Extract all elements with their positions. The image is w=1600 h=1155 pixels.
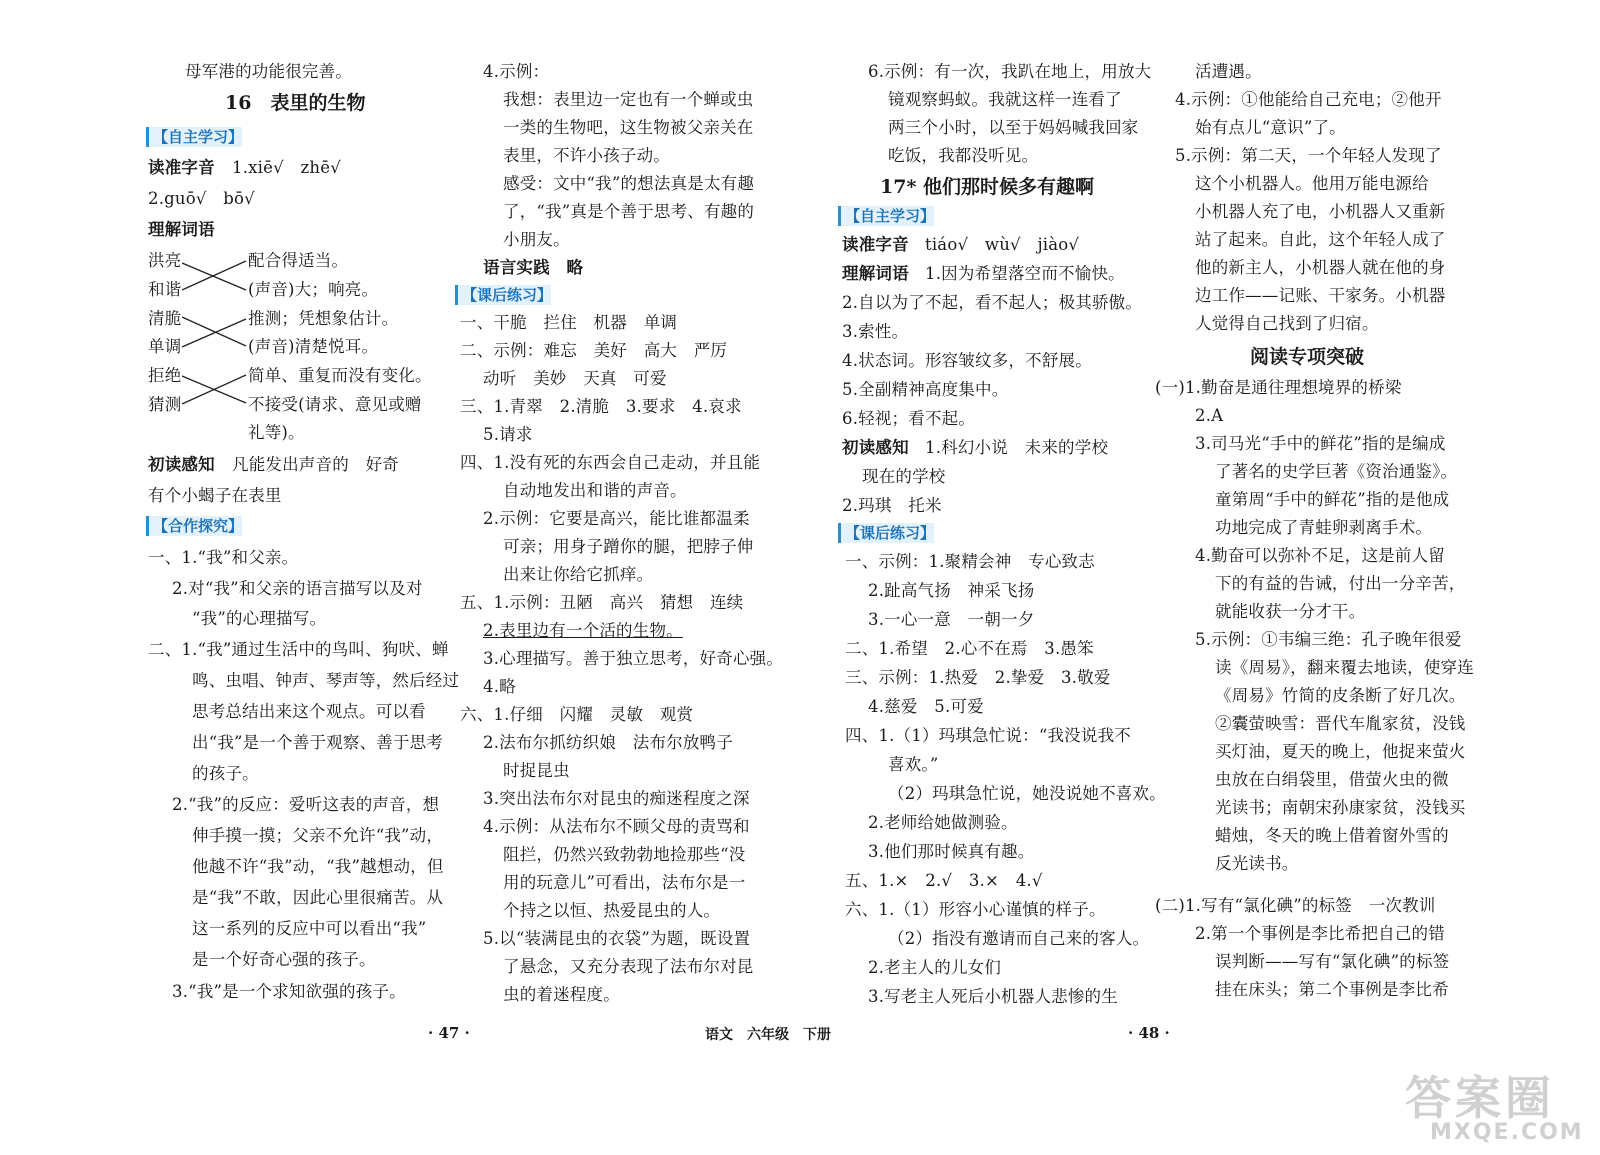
answer-line: 了悬念，又充分表现了法布尔对昆	[503, 957, 754, 976]
answer-line: 我想：表里边一定也有一个蝉或虫	[503, 90, 754, 109]
answer-line: 二、示例：难忘 美好 高大 严厉	[460, 341, 728, 360]
answer-line: 童第周“手中的鲜花”指的是他成	[1215, 490, 1450, 509]
match-left-word: 单调	[148, 337, 182, 356]
answer-line: 功地完成了青蛙卵剥离手术。	[1215, 518, 1433, 537]
label-vocabulary: 理解词语	[148, 220, 215, 239]
answer-line: 喜欢。”	[888, 755, 939, 774]
answer-line: 3.心理描写。善于独立思考，好奇心强。	[483, 649, 784, 668]
answer-line: 站了起来。自此，这个年轻人成了	[1195, 230, 1446, 249]
answer-line: 3.一心一意 一朝一夕	[868, 610, 1035, 629]
answer-line: tiáo√ wù√ jiào√	[925, 235, 1080, 254]
language-practice: 语言实践 略	[483, 258, 584, 277]
answer-line: 他越不许“我”动，“我”越想动，但	[192, 857, 444, 876]
answer-line: 虫的着迷程度。	[503, 985, 620, 1004]
answer-line: 边工作——记账、干家务。小机器	[1195, 286, 1446, 305]
answer-line: 阻拦，仍然兴致勃勃地捡那些“没	[503, 845, 746, 864]
answer-line: 5.示例：第二天，一个年轻人发现了	[1175, 146, 1442, 165]
answer-line: 的孩子。	[192, 764, 259, 783]
answer-line: 2.玛琪 托米	[842, 496, 942, 515]
page-number-right: · 48 ·	[1128, 1024, 1170, 1042]
answer-line: (一)1.勤奋是通往理想境界的桥梁	[1155, 378, 1402, 397]
answer-line: 个持之以恒、热爱昆虫的人。	[503, 901, 721, 920]
label-vocabulary: 理解词语	[842, 264, 909, 283]
answer-line: 四、1.（1）玛琪急忙说：“我没说我不	[845, 726, 1131, 745]
answer-line: 现在的学校	[862, 467, 946, 486]
lesson-title: 16 表里的生物	[225, 92, 366, 114]
label-first-reading: 初读感知	[148, 455, 215, 474]
answer-line: 始有点儿“意识”了。	[1195, 118, 1346, 137]
answer-line: 1.科幻小说 未来的学校	[925, 438, 1109, 457]
answer-line: 六、1.仔细 闪耀 灵敏 观赏	[460, 705, 694, 724]
answer-line: 2.示例：它要是高兴，能比谁都温柔	[483, 509, 750, 528]
answer-line: 3.突出法布尔对昆虫的痴迷程度之深	[483, 789, 750, 808]
answer-line: 动听 美妙 天真 可爱	[483, 369, 667, 388]
answer-line: 吃饭，我都没听见。	[888, 146, 1039, 165]
answer-line: 挂在床头；第二个事例是李比希	[1215, 980, 1449, 999]
answer-line: 小机器人充了电，小机器人又重新	[1195, 202, 1446, 221]
answer-line: 1.因为希望落空而不愉快。	[925, 264, 1125, 283]
answer-line: 他的新主人，小机器人就在他的身	[1195, 258, 1446, 277]
answer-line: 1.xiē√ zhē√	[232, 158, 341, 177]
answer-line: 4.示例：从法布尔不顾父母的责骂和	[483, 817, 750, 836]
section-header-cooperative: 【合作探究】	[146, 516, 242, 536]
answer-line: 是“我”不敢，因此心里很痛苦。从	[192, 888, 444, 907]
watermark-logo: 答案圈	[1405, 1071, 1555, 1125]
answer-line: 鸣、虫唱、钟声、琴声等，然后经过	[192, 671, 460, 690]
answer-line: 2.老主人的儿女们	[868, 958, 1002, 977]
answer-line: 可亲；用身子蹭你的腿，把脖子伸	[503, 537, 754, 556]
answer-line: 感受：文中“我”的想法真是太有趣	[503, 174, 755, 193]
answer-line: 2.趾高气扬 神采飞扬	[868, 581, 1035, 600]
match-right-definition: (声音)清楚悦耳。	[248, 337, 379, 356]
section-header-self-study: 【自主学习】	[146, 127, 242, 147]
answer-line: 2.“我”的反应：爱听这表的声音，想	[172, 795, 440, 814]
answer-line: 误判断——写有“氯化碘”的标签	[1215, 952, 1450, 971]
answer-line: 反光读书。	[1215, 854, 1299, 873]
answer-line: 3.写老主人死后小机器人悲惨的生	[868, 987, 1118, 1006]
answer-line: 2.第一个事例是李比希把自己的错	[1195, 924, 1445, 943]
answer-line: 3.“我”是一个求知欲强的孩子。	[172, 982, 406, 1001]
answer-line: 4.略	[483, 677, 516, 696]
answer-line: 表里，不许小孩子动。	[503, 146, 670, 165]
match-right-definition: 不接受(请求、意见或赠	[248, 395, 422, 414]
answer-line: 下的有益的告诫，付出一分辛苦，	[1215, 574, 1466, 593]
answer-line: 5.请求	[483, 425, 533, 444]
answer-line: 3.司马光“手中的鲜花”指的是编成	[1195, 434, 1446, 453]
matching-lines	[182, 255, 252, 410]
answer-line-underlined: 2.表里边有一个活的生物。	[483, 621, 683, 640]
answer-line: 2.A	[1195, 406, 1224, 425]
answer-line: 5.全副精神高度集中。	[842, 380, 1009, 399]
answer-line: (二)1.写有“氯化碘”的标签 一次教训	[1155, 896, 1436, 915]
footer-book-label: 语文 六年级 下册	[705, 1027, 831, 1043]
answer-line: 时捉昆虫	[503, 761, 570, 780]
answer-line: 《周易》竹简的皮条断了好几次。	[1215, 686, 1466, 705]
answer-line: 出“我”是一个善于观察、善于思考	[192, 733, 444, 752]
match-line-3	[182, 317, 246, 346]
label-pronunciation: 读准字音	[148, 158, 215, 177]
answer-line: 一、示例：1.聚精会神 专心致志	[845, 552, 1095, 571]
answer-line: 人觉得自己找到了归宿。	[1195, 314, 1379, 333]
match-left-word: 猜测	[148, 395, 182, 414]
match-line-4	[182, 319, 246, 347]
match-left-word: 拒绝	[148, 366, 182, 385]
answer-line: 一、干脆 拦住 机器 单调	[460, 313, 678, 332]
match-right-definition: 推测；凭想象估计。	[248, 309, 399, 328]
reading-section-title: 阅读专项突破	[1250, 346, 1365, 368]
answer-line: 5.以“装满昆虫的衣袋”为题，既设置	[483, 929, 751, 948]
answer-line: 是一个好奇心强的孩子。	[192, 950, 376, 969]
answer-line: 二、1.希望 2.心不在焉 3.愚笨	[845, 639, 1094, 658]
label-pronunciation: 读准字音	[842, 235, 909, 254]
answer-line: 母军港的功能很完善。	[185, 62, 352, 81]
answer-line: 6.轻视；看不起。	[842, 409, 976, 428]
answer-line: 3.他们那时候真有趣。	[868, 842, 1035, 861]
answer-line: 四、1.没有死的东西会自己走动，并且能	[460, 453, 761, 472]
answer-line: 五、1.× 2.√ 3.× 4.√	[845, 871, 1043, 890]
answer-line: 了，“我”真是个善于思考、有趣的	[503, 202, 755, 221]
answer-line: 2.自以为了不起，看不起人；极其骄傲。	[842, 293, 1143, 312]
answer-line: 这个小机器人。他用万能电源给	[1195, 174, 1429, 193]
answer-line: 有个小蝎子在表里	[148, 486, 282, 505]
answer-line: 4.示例：①他能给自己充电；②他开	[1175, 90, 1442, 109]
section-header-after-class: 【课后练习】	[455, 285, 551, 305]
answer-line: 读《周易》，翻来覆去地读，使穿连	[1215, 658, 1474, 677]
answer-line: “我”的心理描写。	[192, 609, 327, 628]
answer-line: 4.勤奋可以弥补不足，这是前人留	[1195, 546, 1445, 565]
answer-line: 4.状态词。形容皱纹多，不舒展。	[842, 351, 1092, 370]
answer-line: 5.示例：①韦编三绝：孔子晚年很爱	[1195, 630, 1462, 649]
answer-line: 两三个小时，以至于妈妈喊我回家	[888, 118, 1139, 137]
answer-line: 三、示例：1.热爱 2.挚爱 3.敬爱	[845, 668, 1111, 687]
match-left-word: 和谐	[148, 280, 182, 299]
answer-line: 用的玩意儿”可看出，法布尔是一	[503, 873, 746, 892]
answer-line: 这一系列的反应中可以看出“我”	[192, 919, 427, 938]
answer-line: 2.guō√ bō√	[148, 189, 255, 208]
answer-line: 虫放在白绢袋里，借萤火虫的微	[1215, 770, 1449, 789]
match-left-word: 清脆	[148, 309, 182, 328]
match-right-definition: 配合得适当。	[248, 251, 349, 270]
answer-line: 出来让你给它抓痒。	[503, 565, 654, 584]
answer-line: 3.索性。	[842, 322, 909, 341]
watermark-url: MXQE.COM	[1430, 1120, 1584, 1145]
answer-line: 就能收获一分才干。	[1215, 602, 1366, 621]
answer-line: 4.慈爱 5.可爱	[868, 697, 984, 716]
answer-line: 光读书；南朝宋孙康家贫，没钱买	[1215, 798, 1466, 817]
answer-line: 三、1.青翠 2.清脆 3.要求 4.哀求	[460, 397, 742, 416]
answer-line: 二、1.“我”通过生活中的鸟叫、狗吠、蝉	[148, 640, 449, 659]
answer-line: 小朋友。	[503, 230, 570, 249]
section-header-after-class: 【课后练习】	[838, 523, 934, 543]
match-left-word: 洪亮	[148, 251, 182, 270]
answer-line: 4.示例：	[483, 62, 550, 81]
answer-line: 买灯油，夏天的晚上，他捉来萤火	[1215, 742, 1466, 761]
match-right-definition: 简单、重复而没有变化。	[248, 366, 432, 385]
match-right-definition: (声音)大；响亮。	[248, 280, 379, 299]
answer-line: 6.示例：有一次，我趴在地上，用放大	[868, 62, 1152, 81]
answer-line: 思考总结出来这个观点。可以看	[192, 702, 426, 721]
answer-line: 凡能发出声音的 好奇	[232, 455, 399, 474]
answer-line: 2.法布尔抓纺织娘 法布尔放鸭子	[483, 733, 733, 752]
answer-line: 六、1.（1）形容小心谨慎的样子。	[845, 900, 1106, 919]
answer-line: 伸手摸一摸；父亲不允许“我”动，	[192, 826, 444, 845]
match-right-definition: 礼等)。	[248, 423, 305, 442]
lesson-title: 17* 他们那时候多有趣啊	[880, 176, 1094, 198]
answer-line: 了著名的史学巨著《资治通鉴》。	[1215, 462, 1458, 481]
answer-line: 2.对“我”和父亲的语言描写以及对	[172, 579, 423, 598]
answer-line: （2）指没有邀请而自己来的客人。	[888, 929, 1150, 948]
section-header-self-study: 【自主学习】	[838, 206, 934, 226]
answer-line: 一、1.“我”和父亲。	[148, 548, 299, 567]
answer-line: 五、1.示例：丑陋 高兴 猜想 连续	[460, 593, 744, 612]
answer-line: 活遭遇。	[1195, 62, 1262, 81]
answer-line: ②囊萤映雪：晋代车胤家贫，没钱	[1215, 714, 1466, 733]
answer-line: 自动地发出和谐的声音。	[503, 481, 687, 500]
answer-line: 蜡烛，冬天的晚上借着窗外雪的	[1215, 826, 1449, 845]
answer-line: 2.老师给她做测验。	[868, 813, 1018, 832]
answer-line: 一类的生物吧，这生物被父亲关在	[503, 118, 754, 137]
page-number-left: · 47 ·	[428, 1024, 470, 1042]
answer-line: （2）玛琪急忙说，她没说她不喜欢。	[888, 784, 1166, 803]
label-first-reading: 初读感知	[842, 438, 909, 457]
answer-line: 镜观察蚂蚁。我就这样一连看了	[888, 90, 1122, 109]
